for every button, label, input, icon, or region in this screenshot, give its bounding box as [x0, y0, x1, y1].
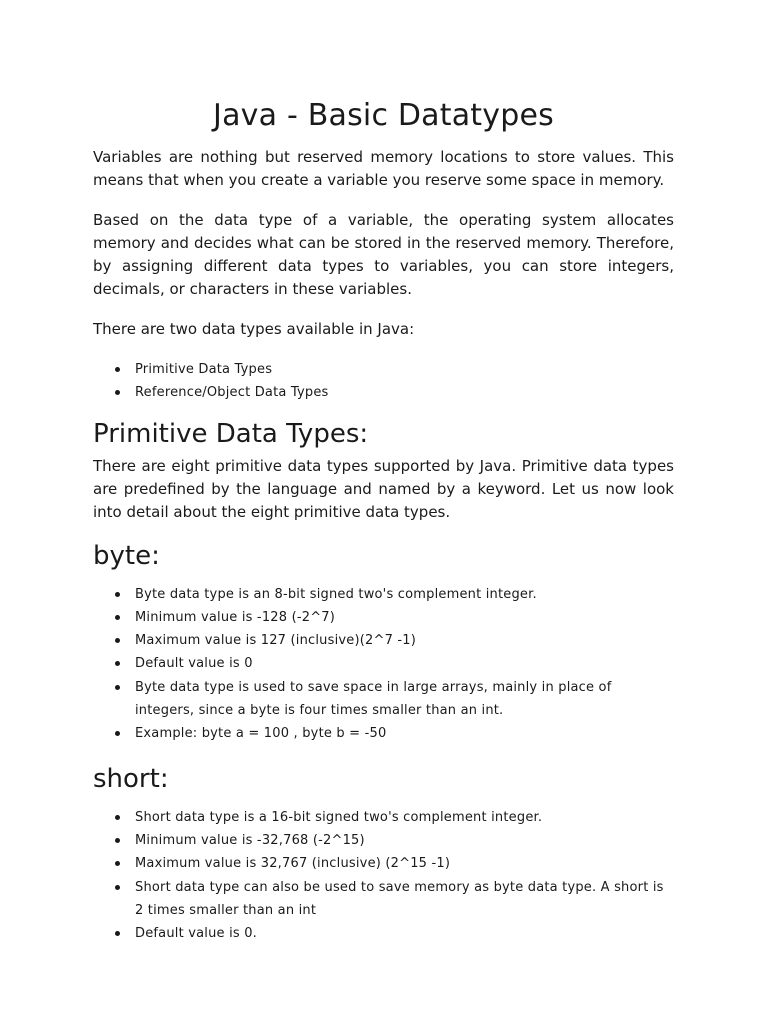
- list-item-text: Byte data type is used to save space in large arrays, mainly in place of integers, since a byte is four times smaller than an int.: [135, 679, 612, 719]
- list-item: [93, 583, 674, 606]
- list-item-text: Maximum value is 127 (inclusive)(2^7 -1): [135, 633, 417, 649]
- list-item: [93, 852, 674, 875]
- data-types-list: [93, 358, 674, 405]
- bullet-icon: [115, 815, 120, 820]
- bullet-icon: [115, 661, 120, 666]
- list-item: [93, 676, 674, 723]
- primitive-paragraph: There are eight primitive data types supported by Java. Primitive data types are predefined by the language and named by a keyword. Let us now look into detail about the eight primitive data types.: [93, 456, 674, 522]
- list-item-text: Reference/Object Data Types: [135, 385, 329, 401]
- bullet-icon: [115, 685, 120, 690]
- bullet-icon: [115, 838, 120, 843]
- list-item: [93, 922, 674, 945]
- bullet-icon: [115, 931, 120, 936]
- list-item: [93, 381, 674, 404]
- list-item-text: Default value is 0: [135, 656, 253, 672]
- list-item: [93, 806, 674, 829]
- short-heading: short:: [93, 763, 169, 794]
- list-item: [93, 722, 674, 745]
- bullet-icon: [115, 367, 120, 372]
- list-item-text: Minimum value is -128 (-2^7): [135, 609, 336, 625]
- list-item: [93, 876, 674, 923]
- page-title: Java - Basic Datatypes: [213, 98, 554, 133]
- list-item-text: Short data type is a 16-bit signed two's complement integer.: [135, 809, 543, 825]
- list-item-text: Default value is 0.: [135, 926, 257, 942]
- short-list: [93, 806, 674, 946]
- intro-paragraph-1: Variables are nothing but reserved memory locations to store values. This means that when you create a variable you reserve some space in memory.: [93, 148, 674, 190]
- primitive-heading: Primitive Data Types:: [93, 418, 369, 449]
- bullet-icon: [115, 861, 120, 866]
- list-item: [93, 829, 674, 852]
- list-item-text: Example: byte a = 100 , byte b = -50: [135, 726, 387, 742]
- byte-list: [93, 583, 674, 746]
- document-page: [93, 96, 674, 945]
- bullet-icon: [115, 390, 120, 395]
- list-item-text: Byte data type is an 8-bit signed two's complement integer.: [135, 586, 537, 602]
- list-item-text: Maximum value is 32,767 (inclusive) (2^15 -1): [135, 856, 451, 872]
- bullet-icon: [115, 731, 120, 736]
- bullet-icon: [115, 592, 120, 597]
- list-item-text: Minimum value is -32,768 (-2^15): [135, 832, 365, 848]
- bullet-icon: [115, 638, 120, 643]
- list-item-text: Short data type can also be used to save memory as byte data type. A short is 2 times smaller than an int: [135, 879, 664, 918]
- intro-paragraph-2: Based on the data type of a variable, the operating system allocates memory and decides what can be stored in the reserved memory. Therefore, by assigning different data types to variables, you can store integers, decimals, or characters in these variables.: [93, 210, 674, 299]
- list-item: [93, 606, 674, 629]
- intro-paragraph-3: There are two data types available in Java:: [93, 319, 415, 338]
- list-item: [93, 358, 674, 381]
- byte-heading: byte:: [93, 540, 160, 571]
- bullet-icon: [115, 615, 120, 620]
- list-item-text: Primitive Data Types: [135, 362, 273, 378]
- list-item: [93, 652, 674, 675]
- bullet-icon: [115, 885, 120, 890]
- list-item: [93, 629, 674, 652]
